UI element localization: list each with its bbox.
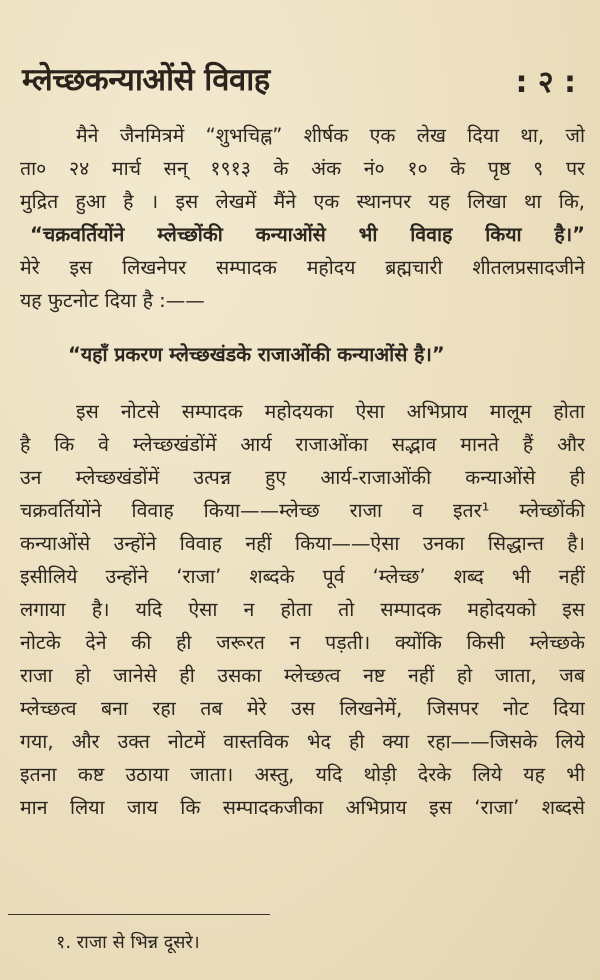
text-line: चक्रवर्तियोंने विवाह किया——म्लेच्छ राजा व इतर¹ म्लेच्छोंकी: [20, 499, 585, 522]
text-line: कन्याओंसे उन्होंने विवाह नहीं किया——ऐसा उनका सिद्धान्त है।: [20, 532, 585, 555]
text-line: ता० २४ मार्च सन् १९१३ के अंक नं० १० के पृष्ठ ९ पर: [20, 157, 585, 180]
footnote-divider: [8, 914, 270, 915]
text-line: उन म्लेच्छखंडोंमें उत्पन्न हुए आर्य-राजाओंकी कन्याओंसे ही: [20, 466, 585, 489]
quoted-line: “चक्रवर्तियोंने म्लेच्छोंकी कन्याओंसे भी विवाह किया है।”: [30, 223, 585, 246]
text-line: मेरे इस लिखनेपर सम्पादक महोदय ब्रह्मचारी शीतलप्रसादजीने: [20, 256, 585, 279]
text-line: राजा हो जानेसे ही उसका म्लेच्छत्व नष्ट नहीं हो जाता, जब: [20, 664, 585, 687]
footnote-quote: “यहाँ प्रकरण म्लेच्छखंडके राजाओंकी कन्याओंसे है।”: [68, 343, 445, 366]
text-line: इतना कष्ट उठाया जाता। अस्तु, यदि थोड़ी देरके लिये यह भी: [20, 763, 585, 786]
text-line: यह फुटनोट दिया है :——: [20, 289, 205, 312]
text-line: मुद्रित हुआ है । इस लेखमें मैंने एक स्थानपर यह लिखा था कि,: [20, 190, 585, 213]
text-line: लगाया है। यदि ऐसा न होता तो सम्पादक महोदयको इस: [20, 598, 585, 621]
chapter-title: म्लेच्छकन्याओंसे विवाह: [22, 62, 270, 98]
page-number: : २ :: [515, 65, 576, 100]
page-header: [22, 58, 578, 110]
text-line: है कि वे म्लेच्छखंडोंमें आर्य राजाओंका सद्भाव मानते हैं और: [20, 433, 585, 456]
footnote: १. राजा से भिन्न दूसरे।: [56, 932, 200, 953]
text-line: मान लिया जाय कि सम्पादकजीका अभिप्राय इस ‘राजा’ शब्दसे: [20, 796, 585, 819]
text-line: गया, और उक्त नोटमें वास्तविक भेद ही क्या रहा——जिसके लिये: [20, 730, 585, 753]
text-line: म्लेच्छत्व बना रहा तब मेरे उस लिखनेमें, जिसपर नोट दिया: [20, 697, 585, 720]
text-line: इस नोटसे सम्पादक महोदयका ऐसा अभिप्राय मालूम होता: [76, 400, 585, 423]
text-line: नोटके देने की ही जरूरत न पड़ती। क्योंकि किसी म्लेच्छके: [20, 631, 585, 654]
text-line: मैने जैनमित्रमें “शुभचिह्न” शीर्षक एक लेख दिया था, जो: [76, 124, 585, 147]
text-line: इसीलिये उन्होंने ‘राजा’ शब्दके पूर्व ‘म्लेच्छ’ शब्द भी नहीं: [20, 565, 585, 588]
